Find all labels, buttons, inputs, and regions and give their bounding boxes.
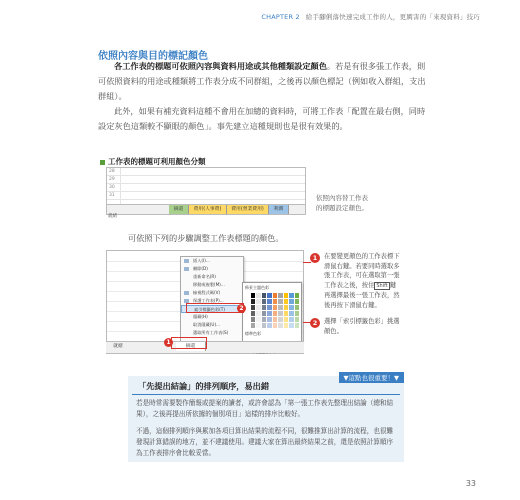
color-swatch[interactable]: [251, 323, 256, 328]
menu-item-insert[interactable]: [181, 257, 243, 265]
menu-item-move-copy[interactable]: [181, 281, 243, 289]
color-swatch[interactable]: [251, 293, 256, 298]
menu-item-label: 移動或複製(M)...: [193, 282, 225, 287]
color-swatch[interactable]: [273, 293, 278, 298]
menu-item-rename[interactable]: [181, 273, 243, 281]
menu-item-label: 重新命名(R): [193, 274, 216, 279]
color-swatch[interactable]: [284, 323, 289, 328]
swatch-grid: [243, 293, 301, 328]
color-swatch[interactable]: [273, 311, 278, 316]
tip-box: [128, 376, 404, 462]
color-swatch[interactable]: [295, 311, 300, 316]
color-swatch[interactable]: [251, 299, 256, 304]
color-swatch[interactable]: [256, 299, 261, 304]
sheet-tab[interactable]: 費用(人事費): [189, 205, 227, 214]
color-swatch[interactable]: [284, 293, 289, 298]
color-swatch[interactable]: [245, 293, 250, 298]
menu-item-label: 索引標籤色彩(T): [194, 307, 225, 312]
color-swatch[interactable]: [284, 317, 289, 322]
color-swatch[interactable]: [256, 323, 261, 328]
menu-item-label: 保護工作表(P)...: [193, 298, 224, 303]
page-number: 33: [465, 479, 476, 488]
paragraph-1-bold: 各工作表的標題可依照內容與資料用途或其他種類設定顏色: [114, 61, 327, 71]
paragraph-1-rest: 。若是有很多張工作表，則可依照資料的用途或種類將工作表分成不同群組，之後再以顏色標記（例如收入群組，支出群組）。: [98, 61, 426, 101]
color-swatch[interactable]: [262, 305, 267, 310]
color-swatch[interactable]: [256, 311, 261, 316]
caption-line: 的標題設定顏色。: [316, 204, 368, 212]
color-swatch[interactable]: [273, 299, 278, 304]
figure-1-caption: [316, 193, 368, 213]
step-marker-1: 1: [164, 338, 173, 347]
figure-1-spreadsheet: [106, 167, 306, 215]
color-swatch[interactable]: [278, 299, 283, 304]
color-swatch[interactable]: [267, 323, 272, 328]
color-swatch[interactable]: [289, 323, 294, 328]
menu-item-label: 選取所有工作表(S): [193, 330, 229, 335]
color-swatch[interactable]: [262, 311, 267, 316]
menu-item-view-code[interactable]: [181, 289, 243, 297]
color-swatch[interactable]: [289, 293, 294, 298]
color-swatch[interactable]: [267, 317, 272, 322]
menu-item-label: 插入(I)...: [193, 258, 210, 263]
highlight-box-menu: [186, 303, 244, 313]
section-heading: 依照內容與目的標記顏色: [98, 51, 208, 62]
color-swatch[interactable]: [256, 317, 261, 322]
status-ready: 就緒: [113, 344, 123, 349]
color-swatch[interactable]: [267, 299, 272, 304]
sheet-tab[interactable]: 摘還: [176, 342, 206, 351]
tip-paragraph-2: 不過，這個排列順序與累加各項目算出結果的流程不同，很難推算出計算的流程，也很難發現計算錯誤的地方，並不建議使用。建議大家在算出最終結果之前，還是依照計算順序為工作表排序會比較妥當。: [136, 427, 394, 457]
step-1-note: [324, 252, 402, 310]
caption-line: 依照內容替工作表: [316, 194, 368, 202]
color-swatch[interactable]: [295, 293, 300, 298]
color-swatch[interactable]: [278, 305, 283, 310]
color-swatch[interactable]: [256, 305, 261, 310]
color-palette: [242, 282, 302, 342]
delete-icon: [184, 267, 189, 271]
color-swatch[interactable]: [251, 305, 256, 310]
step-1-badge: 1: [310, 253, 320, 263]
chapter-label: CHAPTER 2: [261, 13, 300, 21]
shift-key: Shift: [376, 282, 388, 289]
menu-item-hide[interactable]: [181, 313, 243, 321]
color-swatch[interactable]: [278, 293, 283, 298]
color-swatch[interactable]: [245, 311, 250, 316]
color-swatch[interactable]: [278, 317, 283, 322]
step-2-note: 選擇「索引標籤色彩」挑選顏色。: [324, 318, 400, 335]
color-swatch[interactable]: [273, 323, 278, 328]
insert-icon: [184, 259, 189, 263]
paragraph-2: 此外，如果有補充資料這種不會用在加總的資料時，可將工作表「配置在最右側，同時設定灰色這類較不顯眼的顏色」。事先建立這種規則也是很有效果的。: [98, 106, 426, 131]
tip-title: 「先提出結論」的排列順序，易出錯: [138, 381, 270, 391]
color-swatch[interactable]: [295, 323, 300, 328]
paragraph-1: [98, 59, 426, 104]
color-swatch[interactable]: [289, 299, 294, 304]
color-swatch[interactable]: [278, 323, 283, 328]
row-number: 29: [107, 176, 305, 184]
color-swatch[interactable]: [267, 305, 272, 310]
step-1-text-a: 在要變更顏色的工作表標下滑鼠右鍵。若要同時選取多張工作表，可在選取第一張工作表之後，按住: [324, 253, 400, 289]
running-header: [261, 12, 480, 21]
color-swatch[interactable]: [256, 293, 261, 298]
color-swatch[interactable]: [295, 317, 300, 322]
color-swatch[interactable]: [262, 299, 267, 304]
status-ready: 就緒: [108, 214, 117, 219]
color-swatch[interactable]: [245, 299, 250, 304]
step-marker-2: 2: [237, 304, 246, 313]
figure-1-title: [100, 156, 206, 167]
color-swatch[interactable]: [245, 317, 250, 322]
color-swatch[interactable]: [267, 311, 272, 316]
menu-item-unhide[interactable]: [181, 321, 243, 329]
code-icon: [184, 291, 189, 295]
color-swatch[interactable]: [284, 305, 289, 310]
sheet-tab[interactable]: 利潤: [269, 205, 289, 214]
color-swatch[interactable]: [267, 293, 272, 298]
color-swatch[interactable]: [295, 299, 300, 304]
step-1-text-b: 鍵再選擇最後一張工作表，然後再按下滑鼠右鍵。: [324, 281, 400, 309]
square-bullet-icon: [100, 160, 105, 165]
palette-standard-title: 標準色彩: [245, 331, 261, 336]
color-swatch[interactable]: [251, 311, 256, 316]
highlight-box-tab: [171, 337, 207, 349]
color-swatch[interactable]: [289, 305, 294, 310]
menu-item-select-all[interactable]: [181, 329, 243, 337]
row-number: 30: [107, 184, 305, 192]
figure-1-title-text: 工作表的標題可利用顏色分類: [108, 157, 206, 166]
tip-paragraph-1: 若是時常需要製作簡報或提案的讀者，或許會認為「第一張工作表先整理出結論（總和結果），之後再提出所依據的個別項目」這樣的排序比較好。: [136, 399, 394, 418]
step-intro: 可依照下列的步驟調整工作表標題的顏色。: [128, 233, 284, 243]
color-swatch[interactable]: [245, 323, 250, 328]
sheet-tab-bar: [107, 204, 305, 214]
color-swatch[interactable]: [251, 317, 256, 322]
menu-item-label: 隱藏(H): [193, 314, 208, 319]
color-swatch[interactable]: [262, 293, 267, 298]
color-swatch[interactable]: [262, 317, 267, 322]
row-number: 31: [107, 192, 305, 200]
chapter-title: 給手腳俐落快速完成工作的人，更厲害的「來現資料」技巧: [305, 13, 480, 21]
color-swatch[interactable]: [262, 323, 267, 328]
sheet-tab[interactable]: 摘還: [169, 205, 189, 214]
step-2-badge: 2: [310, 318, 320, 328]
color-swatch[interactable]: [295, 305, 300, 310]
color-swatch[interactable]: [289, 311, 294, 316]
palette-title: 佈景主題色彩: [245, 285, 269, 290]
menu-item-label: 刪除(D): [193, 266, 208, 271]
menu-item-label: 檢視程式碼(V): [193, 290, 221, 295]
menu-item-label: 取消隱藏(U)...: [193, 322, 221, 327]
color-swatch[interactable]: [273, 305, 278, 310]
row-number: 28: [107, 168, 305, 176]
color-swatch[interactable]: [284, 299, 289, 304]
color-swatch[interactable]: [278, 311, 283, 316]
color-swatch[interactable]: [273, 317, 278, 322]
menu-item-delete[interactable]: [181, 265, 243, 273]
color-swatch[interactable]: [284, 311, 289, 316]
color-swatch[interactable]: [289, 317, 294, 322]
tip-ribbon: ▼這點也很重要！▼: [339, 372, 405, 383]
sheet-tab[interactable]: 費用(營業費用): [227, 205, 269, 214]
